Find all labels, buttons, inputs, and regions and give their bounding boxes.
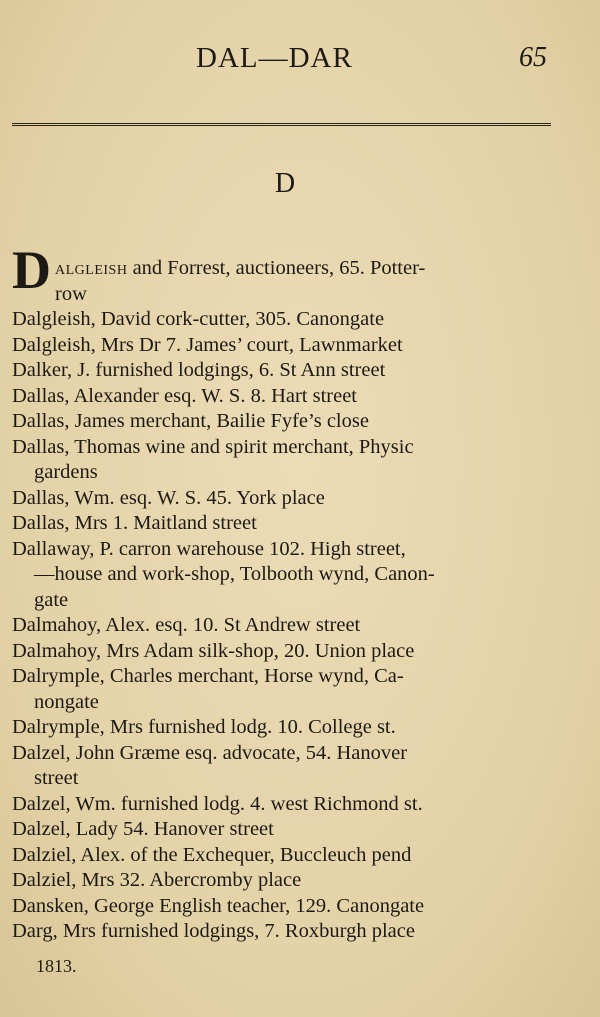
directory-entry [12,868,552,894]
entry-line: Dallaway, P. carron warehouse 102. High street, [12,537,406,560]
directory-entry [12,894,552,920]
entry-line: Dallas, Mrs 1. Maitland street [12,512,257,534]
directory-entry [12,511,552,537]
first-entry-lead: algleish [55,257,128,279]
entry-line: Dallas, Thomas wine and spirit merchant, Physic [12,435,414,458]
entry-line: Dalziel, Mrs 32. Abercromby place [12,869,302,891]
directory-entry [12,358,552,384]
entry-continuation: gate [34,588,69,611]
header-rule [12,123,551,127]
entry-continuation: —house and work-shop, Tolbooth wynd, Canon- [34,563,435,585]
first-entry-continuation: row [55,282,87,305]
entry-line: Dalzel, Wm. furnished lodg. 4. west Richmond st. [12,792,423,815]
directory-entry [12,409,552,435]
running-head-title: DAL—DAR [196,42,353,74]
entry-line: Dansken, George English teacher, 129. Canongate [12,894,425,917]
first-entry-rest: and Forrest, auctioneers, 65. Potter- [127,257,426,279]
directory-entry [12,919,552,945]
entry-line: Dalgleish, David cork-cutter, 305. Canongate [12,308,385,330]
entry-line: Dallas, James merchant, Bailie Fyfe’s close [12,410,369,432]
signature-mark: 1813. [36,956,77,976]
directory-entry [12,307,552,333]
page-number: 65 [519,42,547,73]
directory-entry [12,435,552,486]
entry-line: Dalzel, John Græme esq. advocate, 54. Hanover [12,741,408,764]
directory-entry [12,843,552,869]
directory-entry [12,486,552,512]
directory-entry [12,384,552,410]
directory-entry [12,792,552,818]
entry-line: Darg, Mrs furnished lodgings, 7. Roxburgh place [12,920,415,942]
entry-line: Dalzel, Lady 54. Hanover street [12,818,274,840]
entry-line: Dalmahoy, Alex. esq. 10. St Andrew street [12,614,361,636]
running-head [0,42,600,82]
entry-line: Dalrymple, Mrs furnished lodg. 10. College st. [12,716,396,738]
directory-entry [12,537,552,614]
directory-entry [12,741,552,792]
entry-line: Dalgleish, Mrs Dr 7. James’ court, Lawnmarket [12,333,403,356]
directory-entry [12,664,552,715]
entry-continuation: street [34,767,79,789]
directory-entry [12,333,552,359]
entry-line: Dalker, J. furnished lodgings, 6. St Ann street [12,359,386,381]
entry-line: Dalziel, Alex. of the Exchequer, Buccleuch pend [12,843,412,866]
directory-entry-first [12,240,552,307]
entry-continuation: nongate [34,690,99,713]
directory-entry [12,613,552,639]
entry-line: Dalrymple, Charles merchant, Horse wynd, Ca- [12,665,404,687]
drop-cap: D [12,240,51,300]
first-entry-line [12,256,552,282]
section-letter: D [274,168,296,199]
directory-entry [12,639,552,665]
entry-list [12,240,552,945]
directory-entry [12,715,552,741]
entry-line: Dalmahoy, Mrs Adam silk-shop, 20. Union place [12,639,415,662]
directory-entry [12,817,552,843]
entry-line: Dallas, Wm. esq. W. S. 45. York place [12,486,325,509]
entry-line: Dallas, Alexander esq. W. S. 8. Hart street [12,384,358,407]
entry-continuation: gardens [34,461,98,483]
